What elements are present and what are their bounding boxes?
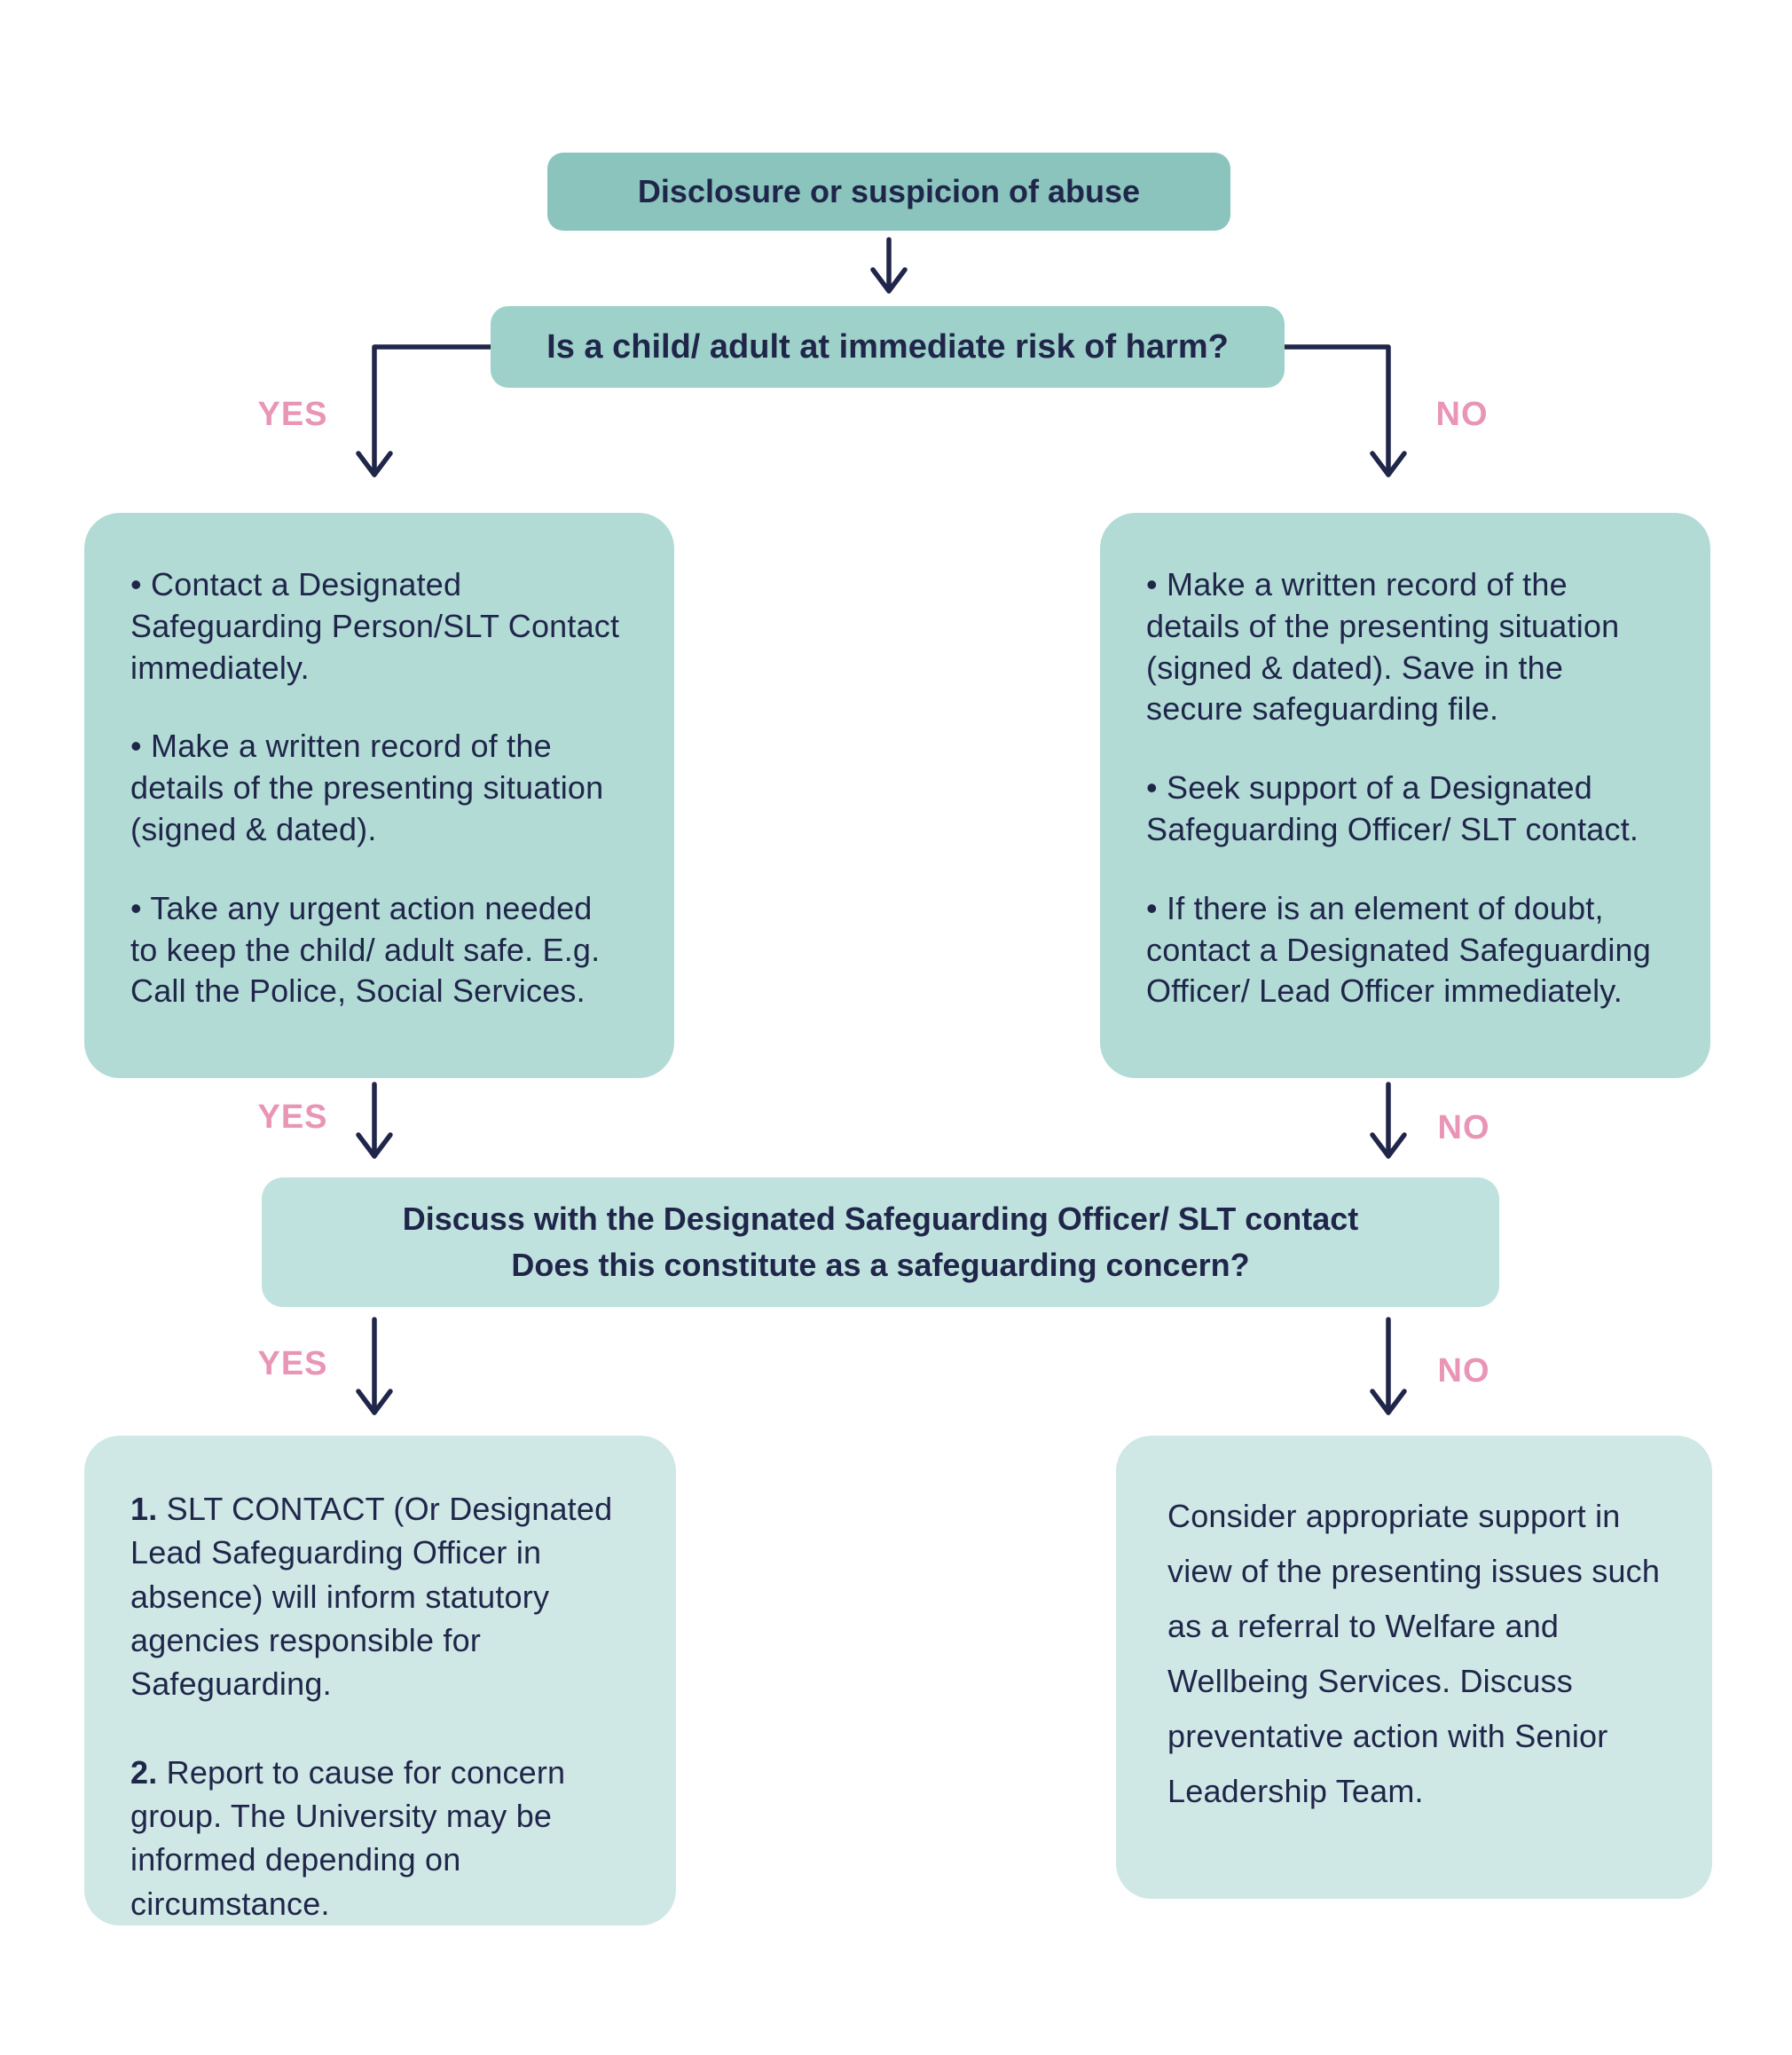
numbered-item xyxy=(130,1751,630,1925)
item-text: Report to cause for concern group. The University may be informed depending on circumstance. xyxy=(130,1753,566,1922)
risk-question-node xyxy=(491,306,1285,388)
arrow-discussion-yes xyxy=(358,1319,390,1413)
discuss-no-label: NO xyxy=(1437,1109,1490,1146)
arrow-question-no xyxy=(1285,347,1404,475)
arrow-start-to-question xyxy=(873,240,905,291)
bullet-item: • Make a written record of the details of the presenting situation (signed & dated). xyxy=(130,728,604,847)
discussion-line2: Does this constitute as a safeguarding concern? xyxy=(511,1247,1250,1283)
bullet-item: • Contact a Designated Safeguarding Person/SLT Contact immediately. xyxy=(130,566,620,686)
arrow-yes-actions-to-discussion xyxy=(358,1084,390,1156)
no-immediate-risk-actions-node xyxy=(1100,513,1710,1078)
discuss-yes-label: YES xyxy=(257,1098,328,1136)
discussion-node xyxy=(262,1177,1499,1307)
start-node-label: Disclosure or suspicion of abuse xyxy=(637,173,1141,209)
arrow-question-yes xyxy=(358,347,491,475)
immediate-risk-actions-node xyxy=(84,513,674,1078)
bullet-item: • Seek support of a Designated Safeguarding Officer/ SLT contact. xyxy=(1146,769,1639,847)
discussion-line1: Discuss with the Designated Safeguarding Officer/ SLT contact xyxy=(402,1200,1359,1237)
numbered-item xyxy=(130,1487,630,1706)
arrow-discussion-no xyxy=(1372,1319,1404,1413)
no-concern-outcome-node xyxy=(1116,1436,1712,1899)
concern-yes-label: YES xyxy=(257,1345,328,1382)
item-number: 2. xyxy=(130,1753,158,1791)
risk-question-label: Is a child/ adult at immediate risk of harm? xyxy=(546,327,1229,366)
bullet-item: • Take any urgent action needed to keep the child/ adult safe. E.g. Call the Police, Social Services. xyxy=(130,889,601,1010)
item-number: 1. xyxy=(130,1491,158,1527)
arrow-no-actions-to-discussion xyxy=(1372,1084,1404,1156)
bullet-item: • If there is an element of doubt, contact a Designated Safeguarding Officer/ Lead Officer immediately. xyxy=(1146,889,1651,1010)
concern-confirmed-outcome-node xyxy=(84,1436,676,1925)
start-node xyxy=(547,153,1230,231)
risk-yes-label: YES xyxy=(257,396,328,433)
risk-no-label: NO xyxy=(1435,396,1489,433)
bullet-item: • Make a written record of the details of the presenting situation (signed & dated). Save in the secure safeguarding file. xyxy=(1146,566,1620,728)
outcome-no-text: Consider appropriate support in view of the presenting issues such as a referral to Welfare and Wellbeing Services. Discuss preventative action with Senior Leadership Team. xyxy=(1167,1498,1661,1809)
concern-no-label: NO xyxy=(1437,1352,1490,1390)
item-text: SLT CONTACT (Or Designated Lead Safeguarding Officer in absence) will inform statutory agencies responsible for Safeguarding. xyxy=(130,1491,613,1703)
